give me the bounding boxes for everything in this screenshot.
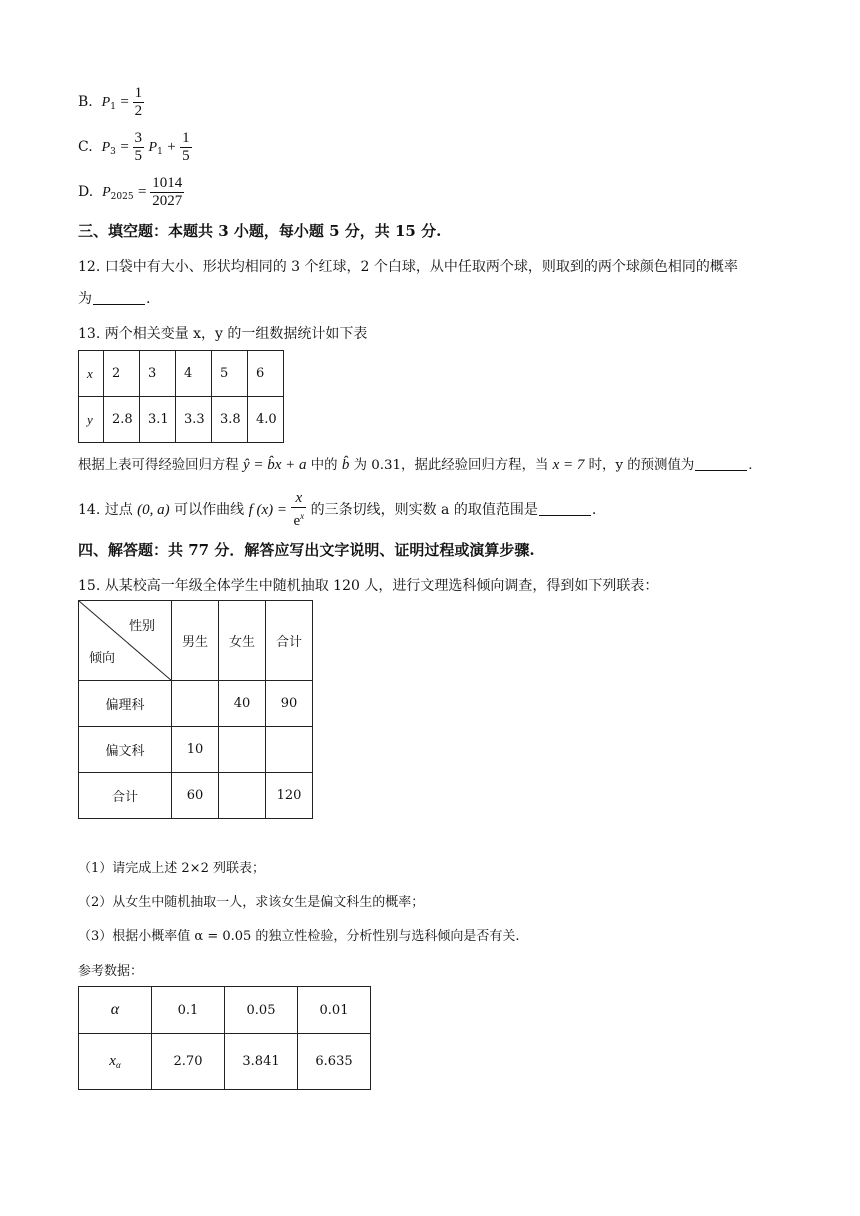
cell: 90 [266, 681, 313, 727]
q15-sub1: （1）请完成上述 2×2 列联表； [78, 861, 265, 876]
condition: x = 7 [552, 457, 585, 473]
row-label: x [79, 351, 104, 397]
cell: 3.3 [176, 397, 212, 443]
q13-text: 根据上表可得经验回归方程 ŷ = b̂x + a 中的 b̂ 为 0.31，据此经验回归方程，当 x = 7 时，y 的预测值为 . [78, 457, 753, 473]
q13-intro: 13. 两个相关变量 x，y 的一组数据统计如下表 [78, 326, 368, 342]
row-label: $x_\alpha$ [79, 1034, 152, 1090]
fraction: $\frac{1014}{2027}$ [152, 174, 183, 209]
q14-text: 14. 过点 (0, a) 可以作曲线 f (x) = $\frac{x}{e^x}$ 的三条切线，则实数 a 的取值范围是 . [78, 490, 597, 529]
fraction: $\frac{1}{2}$ [134, 84, 143, 119]
table-row [79, 987, 371, 1034]
row-header-label: 倾向 [89, 651, 116, 666]
function-lhs: f (x) = [248, 502, 288, 518]
cell: 60 [172, 773, 219, 819]
cell: 2 [104, 351, 140, 397]
option-b: B. $P_1$ = $\frac{1}{2}$ [78, 84, 143, 119]
cell: 3.8 [212, 397, 248, 443]
section-3-title: 三、填空题：本题共 3 小题，每小题 5 分，共 15 分. [78, 222, 442, 240]
cell: 0.01 [298, 987, 371, 1034]
diagonal-line [79, 601, 172, 681]
column-header: 男生 [172, 601, 219, 681]
cell: 40 [219, 681, 266, 727]
cell: 2.70 [152, 1034, 225, 1090]
cell [266, 727, 313, 773]
q12-line1: 12. 口袋中有大小、形状均相同的 3 个红球，2 个白球，从中任取两个球，则取到的两个球颜色相同的概率 [78, 259, 738, 275]
section-4-title: 四、解答题：共 77 分．解答应写出文字说明、证明过程或演算步骤. [78, 541, 535, 559]
regression-equation: ŷ = b̂x + a [242, 457, 307, 473]
cell: 5 [212, 351, 248, 397]
table-row [79, 351, 284, 397]
option-d: D. $P_{2025}$ = $\frac{1014}{2027}$ [78, 174, 183, 209]
cell: 0.1 [152, 987, 225, 1034]
option-c: C. $P_3$ = $\frac{3}{5}$ $P_1$ + $\frac{1}{5}$ [78, 129, 190, 164]
answer-blank [539, 501, 591, 516]
cell: 10 [172, 727, 219, 773]
table-row [79, 601, 313, 681]
b-hat: b̂ [341, 457, 350, 473]
q13-data-table [78, 350, 284, 443]
table-row [79, 1034, 371, 1090]
point: (0, a) [137, 502, 170, 518]
cell: 4.0 [248, 397, 284, 443]
q15-contingency-table [78, 600, 313, 819]
cell: 3.1 [140, 397, 176, 443]
cell: 2.8 [104, 397, 140, 443]
table-row [79, 681, 313, 727]
cell: 4 [176, 351, 212, 397]
diagonal-header-cell [79, 601, 172, 681]
cell: 120 [266, 773, 313, 819]
cell: 0.05 [225, 987, 298, 1034]
row-label: 偏文科 [79, 727, 172, 773]
row-label: α [79, 987, 152, 1034]
cell: 3.841 [225, 1034, 298, 1090]
column-header-label: 性别 [128, 619, 155, 634]
reference-data-label: 参考数据： [78, 964, 144, 979]
reference-data-table [78, 986, 371, 1090]
column-header: 女生 [219, 601, 266, 681]
row-label: 偏理科 [79, 681, 172, 727]
cell [219, 727, 266, 773]
column-header: 合计 [266, 601, 313, 681]
q15-intro: 15. 从某校高一年级全体学生中随机抽取 120 人，进行文理选科倾向调查，得到如下列联表： [78, 578, 659, 594]
fraction: $\frac{3}{5}$ [134, 129, 143, 164]
answer-blank [93, 290, 145, 305]
cell: 6 [248, 351, 284, 397]
row-label: 合计 [79, 773, 172, 819]
q12-line2: 为 . [78, 291, 151, 307]
cell: 3 [140, 351, 176, 397]
table-row [79, 727, 313, 773]
table-row [79, 773, 313, 819]
answer-blank [695, 456, 747, 471]
fraction: $\frac{x}{e^x}$ [293, 490, 305, 529]
cell [172, 681, 219, 727]
q15-sub2: （2）从女生中随机抽取一人，求该女生是偏文科生的概率； [78, 895, 425, 910]
q15-sub3: （3）根据小概率值 α = 0.05 的独立性检验，分析性别与选科倾向是否有关. [78, 929, 520, 944]
row-label: y [79, 397, 104, 443]
cell [219, 773, 266, 819]
cell: 6.635 [298, 1034, 371, 1090]
table-row [79, 397, 284, 443]
fraction: $\frac{1}{5}$ [182, 129, 190, 164]
